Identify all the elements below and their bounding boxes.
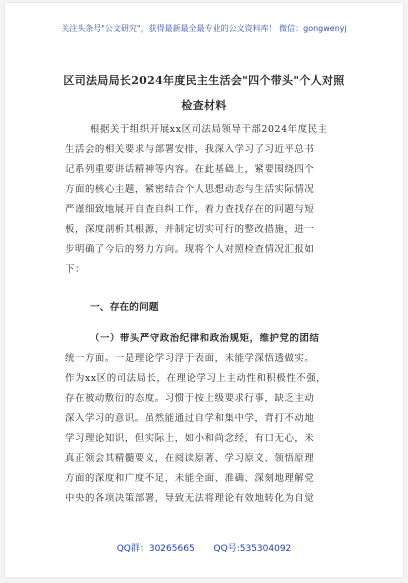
intro-line: 根据关于组织开展xx区司法局领导干部2024年度民主 bbox=[90, 124, 328, 135]
footer-contact bbox=[5, 541, 403, 554]
intro-line: 步明确了今后的努力方向。现将个人对照检查情况汇报如 bbox=[65, 244, 315, 255]
body-line: 方面的深度和广度不足，未能全面、准确、深刻地理解党 bbox=[65, 473, 315, 484]
document-page bbox=[5, 3, 403, 577]
section-heading: 一、存在的问题 bbox=[90, 302, 159, 313]
footer-qq-number: QQ号:535304092 bbox=[213, 544, 292, 554]
body-line: 统一方面。一是理论学习浮于表面，未能学深悟透做实。 bbox=[65, 353, 315, 364]
intro-line: 方面的核心主题，紧密结合个人思想动态与生活实际情况 bbox=[65, 184, 315, 195]
subsection-heading: （一）带头严守政治纪律和政治规矩，维护党的团结 bbox=[90, 333, 320, 344]
body-line: 中央的各项决策部署，导致无法将理论有效地转化为自觉 bbox=[65, 493, 315, 504]
intro-line: 生活会的相关要求与部署安排，我深入学习了习近平总书 bbox=[65, 144, 315, 155]
header-note: 关注头条号"公文研究"，获得最新最全最专业的公文资料库！ 微信：gongwenyj bbox=[61, 24, 347, 33]
body-line: 存在被动敷衍的态度。习惯于按上级要求行事，缺乏主动 bbox=[65, 393, 315, 404]
document-title-line-1: 区司法局局长2024年度民主生活会"四个带头"个人对照 bbox=[63, 74, 345, 87]
footer-qq-group: QQ群：30265665 bbox=[116, 544, 195, 554]
intro-line: 板，深度剖析其根源，并制定切实可行的整改措施，进一 bbox=[65, 224, 315, 235]
intro-line: 记系列重要讲话精神等内容。在此基础上，紧要围绕四个 bbox=[65, 164, 315, 175]
body-line: 学习理论知识，但实际上，如小和尚念经，有口无心，未 bbox=[65, 433, 315, 444]
body-line: 真正领会其精髓要义，在阅读原著、学习原文、领悟原理 bbox=[65, 453, 315, 464]
document-title-line-2: 检查材料 bbox=[181, 99, 227, 112]
body-line: 作为xx区的司法局长，在理论学习上主动性和积极性不强， bbox=[65, 373, 327, 384]
body-line: 深入学习的意识。虽然能通过自学和集中学，背打不动地 bbox=[65, 413, 315, 424]
intro-line: 严谨细致地展开自查自纠工作，着力查找存在的问题与短 bbox=[65, 204, 315, 215]
intro-line: 下： bbox=[65, 264, 85, 275]
